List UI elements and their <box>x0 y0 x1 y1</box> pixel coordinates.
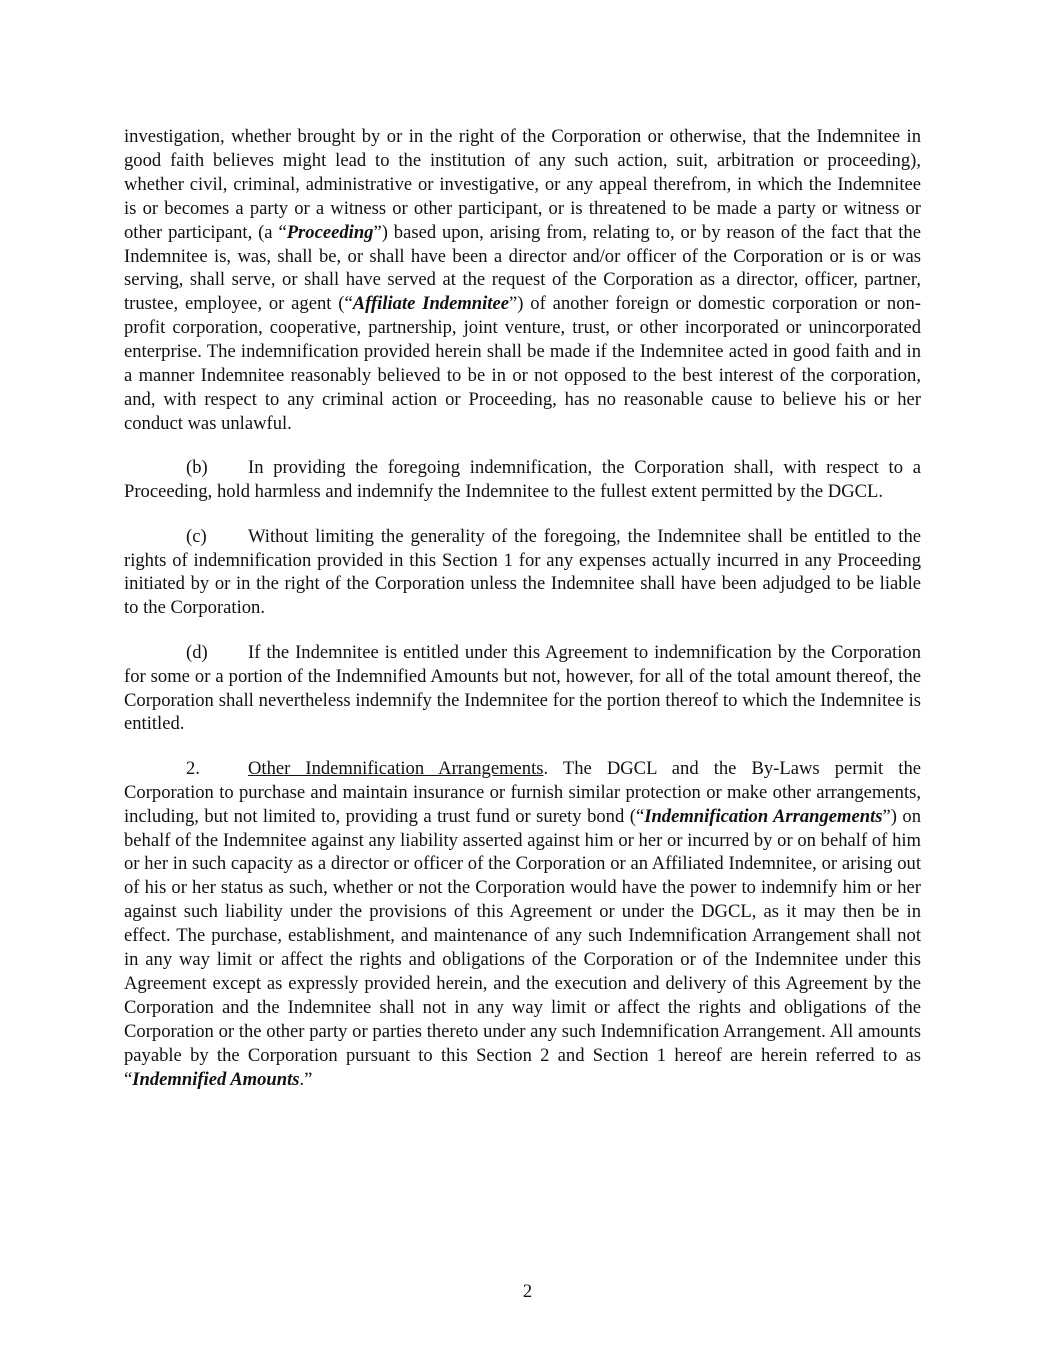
paragraph-text: . The DGCL and the By-Laws permit the Corporation to purchase and maintain insurance or furnish similar protection or make other arrangements, including, but not limited to, providing a trust fund or surety bond (“ <box>124 757 921 827</box>
section-heading: Other Indemnification Arrangements <box>248 757 544 779</box>
paragraph-section-1b <box>124 456 921 504</box>
defined-term-affiliate-indemnitee: Affiliate Indemnitee <box>352 293 509 315</box>
page-number: 2 <box>522 1281 533 1302</box>
paragraph-section-1a-continued <box>124 125 921 436</box>
paragraph-text: ”) based upon, arising from, relating to, or by reason of the fact that the Indemnitee is, was, shall be, or shall have been a director and/or officer of the Corporation or is or was serving, shall serve, or shall have served at the request of the Corporation as a director, officer, partner, trustee, employee, or agent (“ <box>124 221 921 315</box>
paragraph-label: (d) <box>186 641 208 663</box>
defined-term-proceeding: Proceeding <box>286 221 374 243</box>
paragraph-text: If the Indemnitee is entitled under this Agreement to indemnification by the Corporation for some or a portion of the Indemnified Amounts but not, however, for all of the total amount thereof, the Corporation shall nevertheless indemnify the Indemnitee for the portion thereof to which the Indemnitee is entitled. <box>124 641 921 735</box>
paragraph-text: ”) on behalf of the Indemnitee against any liability asserted against him or her or incurred by or on behalf of him or her in such capacity as a director or officer of the Corporation or an Affiliated Indemnitee, or arising out of his or her status as such, whether or not the Corporation would have the power to indemnify him or her against such liability under the provisions of this Agreement or under the DGCL, as it may then be in effect. The purchase, establishment, and maintenance of any such Indemnification Arrangement shall not in any way limit or affect the rights and obligations of the Corporation or of the Indemnitee under this Agreement except as expressly provided herein, and the execution and delivery of this Agreement by the Corporation and the Indemnitee shall not in any way limit or affect the rights and obligations of the Corporation or the other party or parties thereto under any such Indemnification Arrangement. All amounts payable by the Corporation pursuant to this Section 2 and Section 1 hereof are herein referred to as “ <box>124 805 922 1090</box>
section-number: 2. <box>186 757 200 779</box>
paragraph-text: investigation, whether brought by or in the right of the Corporation or otherwise, that the Indemnitee in good faith believes might lead to the institution of any such action, suit, arbitration or proceeding), whether civil, criminal, administrative or investigative, or any appeal therefrom, in which the Indemnitee is or becomes a party or a witness or other participant, or is threatened to be made a party or witness or other participant, (a “ <box>124 126 921 243</box>
paragraph-label: (c) <box>186 525 207 547</box>
document-body <box>124 125 921 1092</box>
paragraph-label: (b) <box>186 457 208 479</box>
paragraph-text: In providing the foregoing indemnification, the Corporation shall, with respect to a Proceeding, hold harmless and indemnify the Indemnitee to the fullest extent permitted by the DGCL. <box>124 457 921 503</box>
paragraph-text: .” <box>299 1068 313 1090</box>
paragraph-section-1d <box>124 641 921 737</box>
paragraph-text: Without limiting the generality of the foregoing, the Indemnitee shall be entitled to the rights of indemnification provided in this Section 1 for any expenses actually incurred in any Proceeding initiated by or in the right of the Corporation unless the Indemnitee shall have been adjudged to be liable to the Corporation. <box>124 525 921 619</box>
paragraph-section-1c <box>124 525 921 621</box>
defined-term-indemnification-arrangements: Indemnification Arrangements <box>644 805 883 827</box>
paragraph-section-2 <box>124 757 921 1092</box>
defined-term-indemnified-amounts: Indemnified Amounts <box>132 1068 300 1090</box>
paragraph-text: ”) of another foreign or domestic corporation or non-profit corporation, cooperative, partnership, joint venture, trust, or other incorporated or unincorporated enterprise. The indemnification provided herein shall be made if the Indemnitee acted in good faith and in a manner Indemnitee reasonably believed to be in or not opposed to the best interest of the corporation, and, with respect to any criminal action or Proceeding, has no reasonable cause to believe his or her conduct was unlawful. <box>124 293 921 434</box>
